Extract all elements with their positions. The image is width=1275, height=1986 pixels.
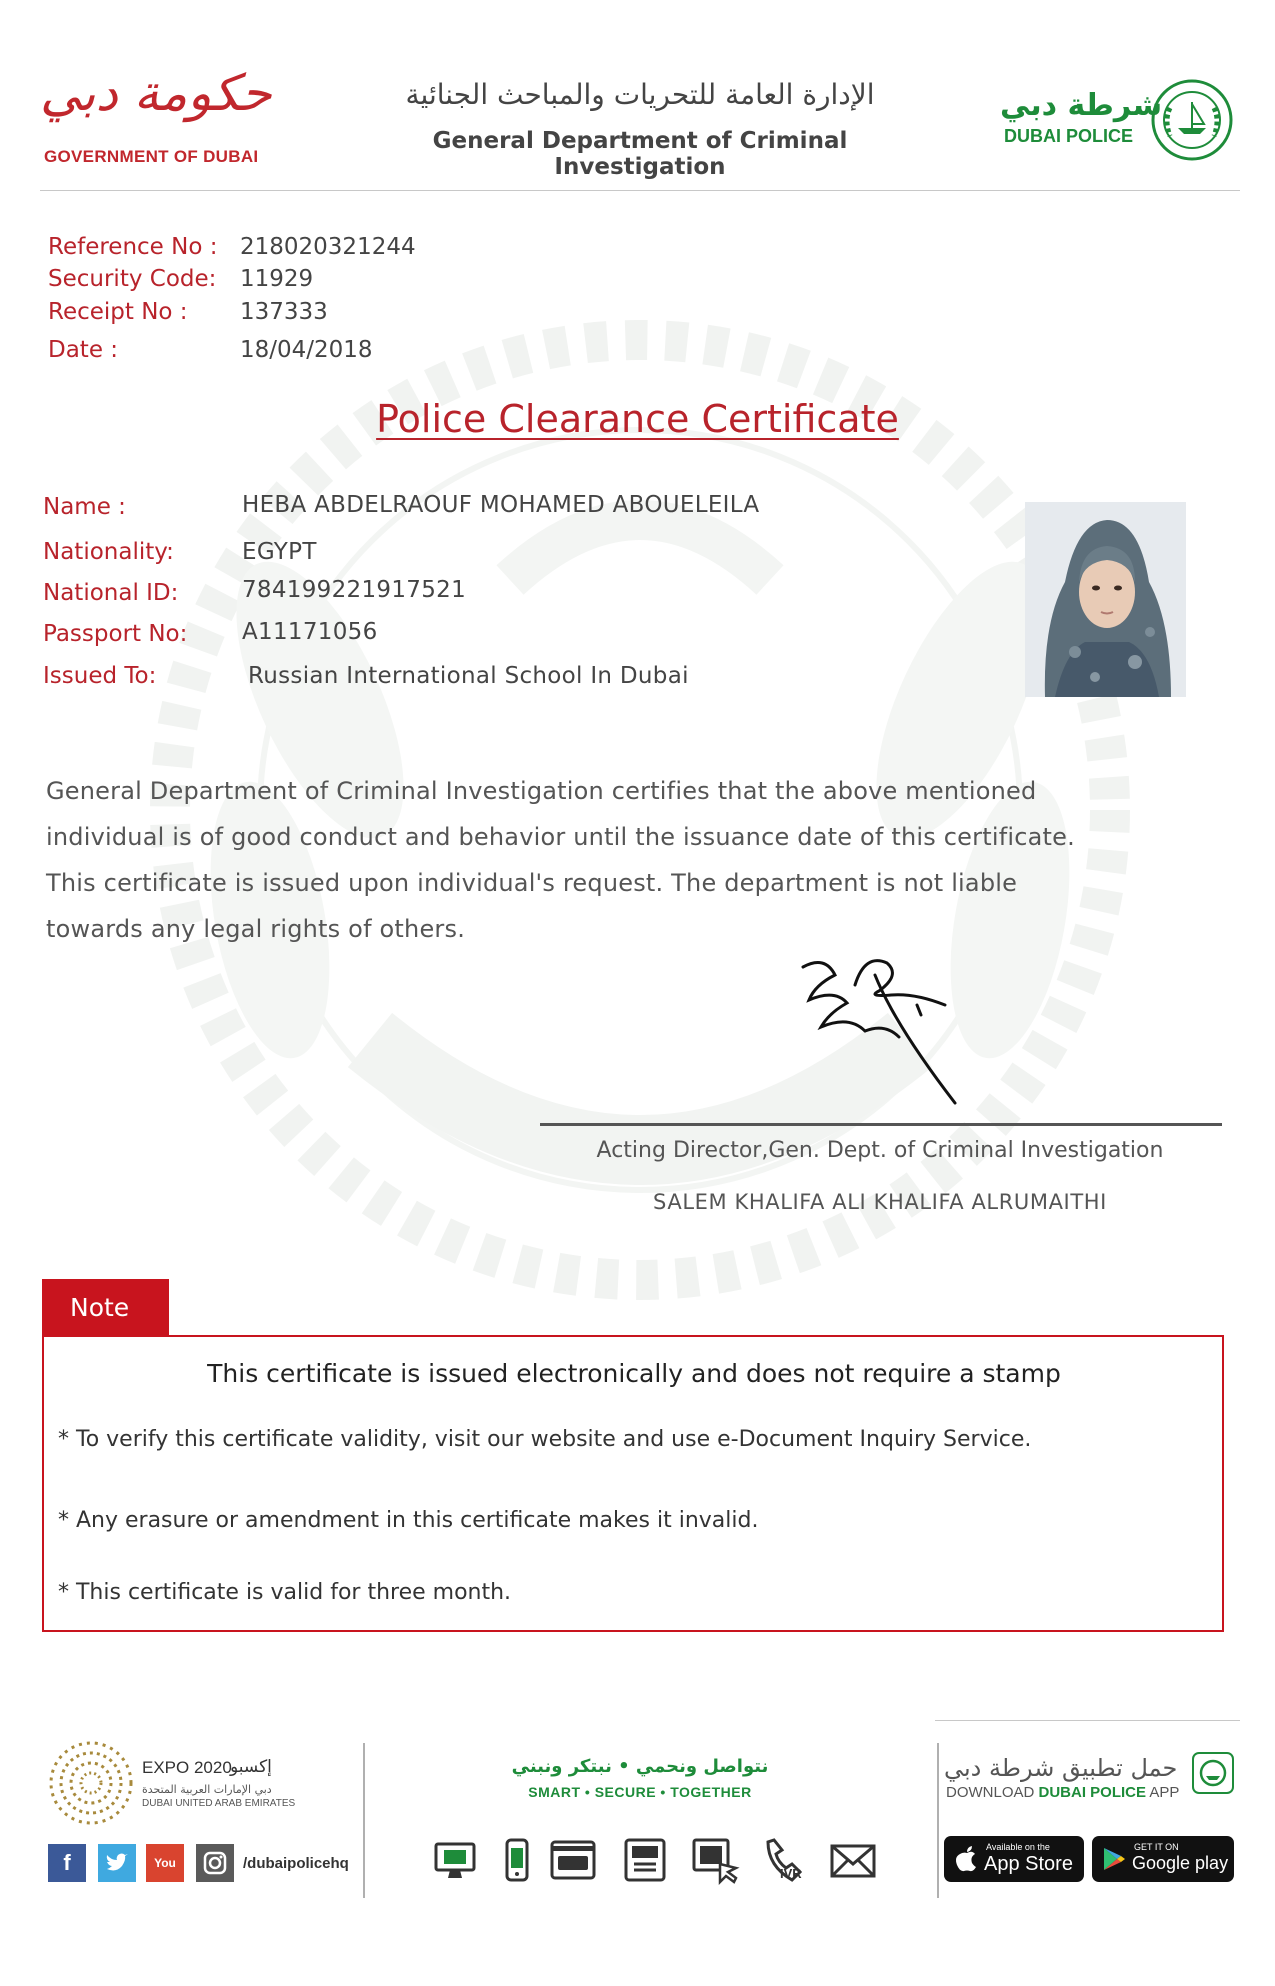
- passport-value: A11171056: [242, 619, 378, 645]
- instagram-camera-icon: [196, 1844, 234, 1882]
- signatory-title: Acting Director,Gen. Dept. of Criminal Investigation: [596, 1138, 1164, 1163]
- header-divider: [40, 190, 1240, 191]
- government-logo-arabic: حكومة دبي: [40, 64, 272, 122]
- name-label: Name :: [43, 494, 126, 520]
- nationality-label: Nationality:: [43, 539, 174, 565]
- note-heading: This certificate is issued electronically and does not require a stamp: [207, 1359, 1061, 1388]
- kiosk-icon[interactable]: [620, 1836, 670, 1886]
- statement-line: This certificate is issued upon individual's request. The department is not liable: [46, 869, 1018, 897]
- security-code-label: Security Code:: [48, 266, 217, 292]
- date-value: 18/04/2018: [240, 337, 373, 363]
- slogan-arabic: نتواصل ونحمي • نبتكر ونبني: [511, 1756, 769, 1777]
- ivr-label: IVR: [780, 1866, 802, 1881]
- mobile-app-icon[interactable]: [492, 1836, 542, 1886]
- date-label: Date :: [48, 337, 119, 363]
- government-logo-english: GOVERNMENT OF DUBAI: [44, 147, 259, 166]
- passport-label: Passport No:: [43, 621, 188, 647]
- security-code-value: 11929: [240, 266, 314, 292]
- instagram-icon[interactable]: [196, 1844, 234, 1882]
- expo-title-arabic: إكسبو: [230, 1757, 272, 1777]
- download-app-suffix: APP: [1149, 1784, 1180, 1801]
- youtube-icon[interactable]: You: [146, 1844, 184, 1882]
- department-title-arabic: الإدارة العامة للتحريات والمباحث الجنائية: [405, 78, 875, 111]
- slogan-english: SMART • SECURE • TOGETHER: [528, 1784, 752, 1800]
- note-tab: Note: [42, 1279, 169, 1335]
- statement-line: General Department of Criminal Investigation certifies that the above mentioned: [46, 777, 1037, 805]
- ivr-phone-icon[interactable]: [760, 1836, 810, 1886]
- footer-separator: [363, 1743, 365, 1898]
- issued-to-label: Issued To:: [43, 663, 157, 689]
- reference-value: 218020321244: [240, 234, 416, 260]
- app-emblem-icon: [1194, 1754, 1232, 1792]
- issued-to-value: Russian International School In Dubai: [248, 663, 689, 689]
- computer-icon[interactable]: [430, 1836, 480, 1886]
- social-handle[interactable]: /dubaipolicehq: [243, 1855, 349, 1872]
- dubai-police-emblem-icon: [1150, 78, 1234, 162]
- email-icon[interactable]: [828, 1836, 878, 1886]
- download-app-english: [946, 1784, 1179, 1801]
- applicant-photo: [1025, 502, 1186, 697]
- footer-separator: [937, 1743, 939, 1898]
- receipt-label: Receipt No :: [48, 299, 188, 325]
- app-store-label: App Store: [984, 1853, 1073, 1875]
- statement-line: individual is of good conduct and behavior until the issuance date of this certificate.: [46, 823, 1075, 851]
- app-store-button[interactable]: [944, 1836, 1084, 1882]
- facebook-icon[interactable]: f: [48, 1844, 86, 1882]
- footer-divider: [935, 1720, 1240, 1721]
- google-play-caption: GET IT ON: [1134, 1842, 1179, 1852]
- certification-statement: [46, 768, 1226, 952]
- download-app-prefix: DOWNLOAD: [946, 1784, 1035, 1801]
- apple-icon: [954, 1845, 980, 1873]
- note-item-validity: * This certificate is valid for three month.: [58, 1580, 512, 1605]
- app-store-caption: Available on the: [986, 1842, 1050, 1852]
- note-item-erasure: * Any erasure or amendment in this certificate makes it invalid.: [58, 1508, 759, 1533]
- download-app-arabic: حمل تطبيق شرطة دبي: [944, 1754, 1178, 1782]
- twitter-icon[interactable]: [98, 1844, 136, 1882]
- download-app-brand: DUBAI POLICE: [1038, 1784, 1147, 1801]
- nationality-value: EGYPT: [242, 539, 317, 565]
- dubai-police-logo-arabic: شرطة دبي: [1000, 88, 1163, 123]
- national-id-value: 784199221917521: [242, 577, 466, 603]
- expo-subtitle-arabic: دبي الإمارات العربية المتحدة: [142, 1783, 272, 1796]
- applicant-photo-image: [1025, 502, 1186, 697]
- department-title-english: General Department of Criminal Investigation: [432, 128, 848, 180]
- signature-line: [540, 1123, 1222, 1126]
- expo-subtitle: DUBAI UNITED ARAB EMIRATES: [142, 1798, 296, 1809]
- dubai-police-logo-english: DUBAI POLICE: [1004, 126, 1134, 146]
- expo-2020-logo-icon: [46, 1738, 136, 1828]
- handwritten-signature: [795, 945, 975, 1105]
- note-item-verify: * To verify this certificate validity, visit our website and use e-Document Inquiry Service.: [58, 1427, 1032, 1452]
- receipt-value: 137333: [240, 299, 328, 325]
- certificate-title: Police Clearance Certificate: [376, 397, 899, 441]
- name-value: HEBA ABDELRAOUF MOHAMED ABOUELEILA: [242, 492, 760, 518]
- national-id-label: National ID:: [43, 580, 179, 606]
- twitter-bird-icon: [98, 1844, 136, 1882]
- google-play-icon: [1101, 1846, 1127, 1872]
- dubai-police-app-icon: [1192, 1752, 1234, 1794]
- signatory-name: SALEM KHALIFA ALI KHALIFA ALRUMAITHI: [653, 1190, 1107, 1214]
- statement-line: towards any legal rights of others.: [46, 915, 466, 943]
- expo-title: EXPO 2020: [142, 1758, 232, 1777]
- payment-card-icon[interactable]: [548, 1836, 598, 1886]
- smart-touch-icon[interactable]: [690, 1836, 740, 1886]
- google-play-button[interactable]: [1092, 1836, 1234, 1882]
- google-play-label: Google play: [1132, 1853, 1229, 1873]
- reference-label: Reference No :: [48, 234, 218, 260]
